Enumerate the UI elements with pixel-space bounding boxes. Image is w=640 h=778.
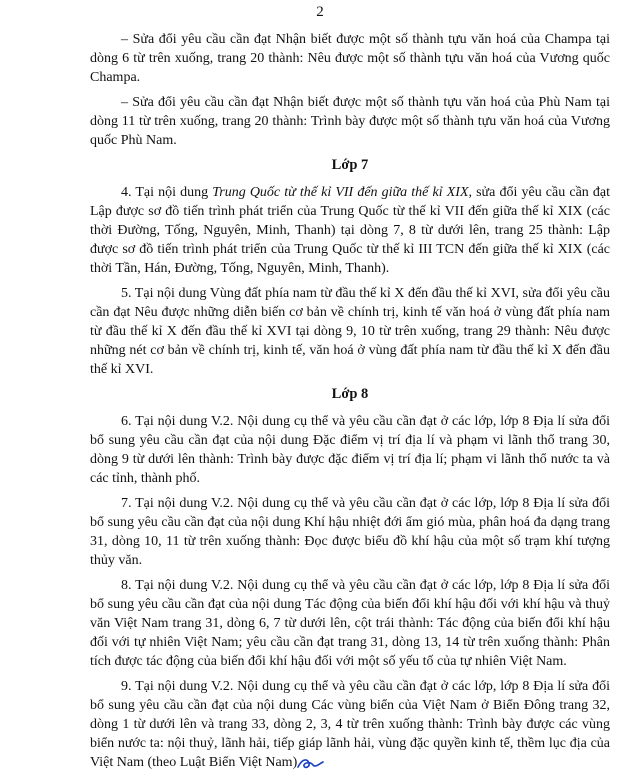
paragraph-text: – Sửa đổi yêu cầu cần đạt Nhận biết được một số thành tựu văn hoá của Phù Nam tại dòng 11 từ trên xuống, trang 20 thành: Trình bày được một số thành tựu văn hoá của Vương quốc Phù Nam. [90,95,610,148]
amendment-paragraph-7 [90,494,610,570]
amendment-paragraph-4 [90,183,610,278]
document-body [90,30,610,778]
paragraph-text: – Sửa đổi yêu cầu cần đạt Nhận biết được một số thành tựu văn hoá của Champa tại dòng 6 từ trên xuống, trang 20 thành: Nêu được một số thành tựu văn hoá của Vương quốc Champa. [90,32,610,85]
amendment-paragraph-1 [90,30,610,87]
amendment-paragraph-2 [90,93,610,150]
amendment-paragraph-6 [90,412,610,488]
paragraph-text: 8. Tại nội dung V.2. Nội dung cụ thể và yêu cầu cần đạt ở các lớp, lớp 8 Địa lí sửa đổi bổ sung yêu cầu cần đạt của nội dung Tác động của biến đổi khí hậu đối với khí hậu và thuỷ văn Việt Nam trang 31, dòng 6, 7 từ dưới lên, cột trái thành: Tác động của biến đổi khí hậu đối với tự nhiên Việt Nam; yêu cầu cần đạt trang 31, dòng 13, 14 từ trên xuống thành: Phân tích được tác động của biến đổi khí hậu đối với một số yếu tố của tự nhiên Việt Nam. [90,578,610,669]
paragraph-text: 5. Tại nội dung Vùng đất phía nam từ đầu thế kỉ X đến đầu thế kỉ XVI, sửa đổi yêu cầu cần đạt Nêu được những diễn biến cơ bản về chính trị, kinh tế văn hoá ở vùng đất phía nam từ đầu thế kỉ X đến đầu thế kỉ XVI tại dòng 9, 10 từ trên xuống, trang 29 thành: Nêu được những nét cơ bản về chính trị, kinh tế, văn hoá ở vùng đất phía nam từ đầu thế kỉ X đến đầu thế kỉ XVI. [90,286,610,377]
paragraph-text: 9. Tại nội dung V.2. Nội dung cụ thể và yêu cầu cần đạt ở các lớp, lớp 8 Địa lí sửa đổi bổ sung yêu cầu cần đạt của nội dung Các vùng biển của Việt Nam ở Biển Đông trang 32, dòng 1 từ dưới lên và trang 33, dòng 2, 3, 4 từ trên xuống thành: Trình bày được các vùng biển nước ta: nội thuỷ, lãnh hải, tiếp giáp lãnh hải, vùng đặc quyền kinh tế, thềm lục địa của Việt Nam (theo Luật Biển Việt Nam) [90,679,610,770]
amendment-paragraph-5 [90,284,610,379]
handwritten-initial-mark [295,755,325,771]
paragraph-text-post: sửa đổi yêu cầu cần đạt Lập được sơ đồ tiến trình phát triển của Trung Quốc từ thế kỉ VII đến giữa thế kỉ XIX (các thời Đường, Tống, Nguyên, Minh, Thanh) tại dòng 7, 8 từ dưới lên, trang 25 thành: Lập được sơ đồ tiến trình phát triển của Trung Quốc từ thế kỉ III TCN đến giữa thế kỉ XIX (các thời Tần, Hán, Đường, Tống, Nguyên, Minh, Thanh). [90,185,610,276]
amendment-paragraph-9 [90,677,610,772]
paragraph-text: 7. Tại nội dung V.2. Nội dung cụ thể và yêu cầu cần đạt ở các lớp, lớp 8 Địa lí sửa đổi bổ sung yêu cầu cần đạt của nội dung Khí hậu nhiệt đới ẩm gió mùa, phân hoá đa dạng trang 31, dòng 10, 11 từ trên xuống thành: Đọc được biểu đồ khí hậu của một số trạm khí tượng thủy văn. [90,496,610,568]
page-number: 2 [316,4,324,20]
paragraph-text: 6. Tại nội dung V.2. Nội dung cụ thể và yêu cầu cần đạt ở các lớp, lớp 8 Địa lí sửa đổi bổ sung yêu cầu cần đạt của nội dung Đặc điểm vị trí địa lí và phạm vi lãnh thổ trang 30, dòng 9 từ dưới lên thành: Trình bày được đặc điểm vị trí địa lí; phạm vi lãnh thổ nước ta và các tỉnh, thành phố. [90,414,610,486]
section-heading-grade-7: Lớp 7 [331,157,369,173]
amendment-paragraph-8 [90,576,610,671]
paragraph-text-pre: 4. Tại nội dung [121,185,213,200]
section-heading-grade-8: Lớp 8 [331,386,369,402]
paragraph-text-italic-topic: Trung Quốc từ thế kỉ VII đến giữa thế kỉ XIX, [212,185,472,200]
